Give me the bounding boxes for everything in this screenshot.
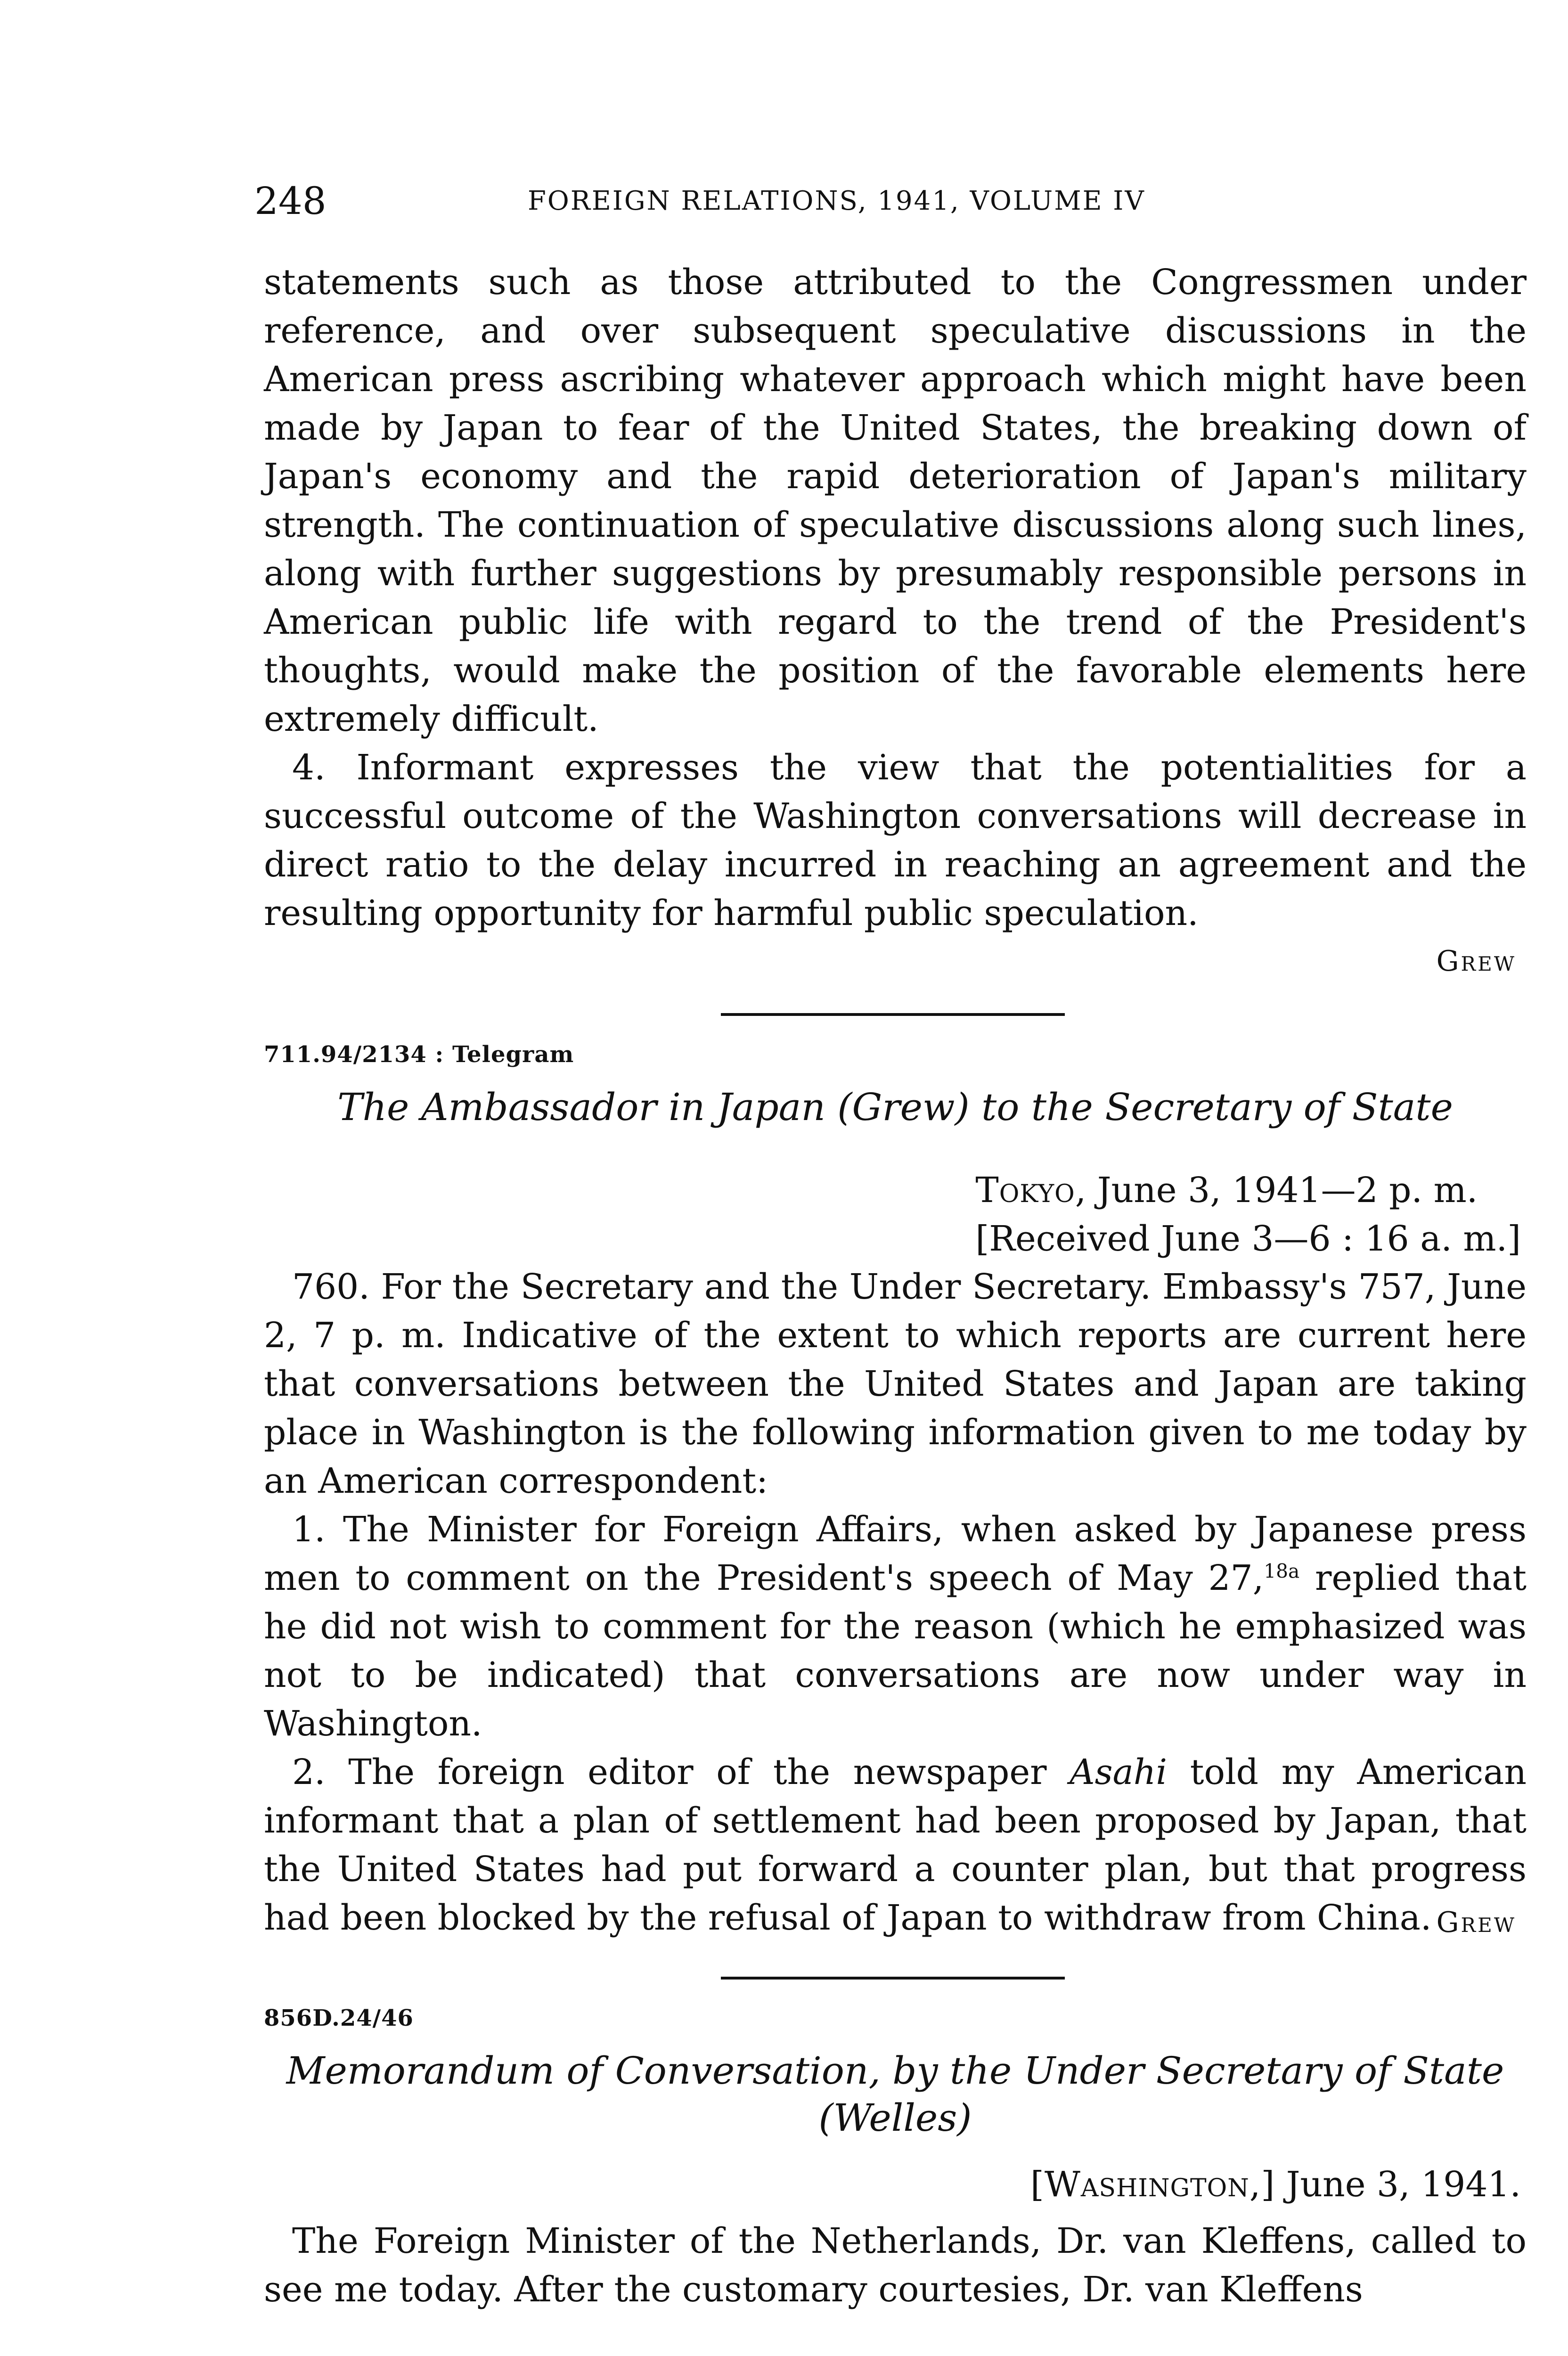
doc2-signature: Grew (1436, 1906, 1516, 1939)
doc2-title: The Ambassador in Japan (Grew) to the Secretary of State (337, 1085, 1453, 1129)
running-head (254, 179, 1527, 231)
doc2-item-1 (264, 1505, 1527, 1748)
section1-paragraph-continued: statements such as those attributed to the Congressmen under reference, and over subsequent speculative discussions in the American press ascribing whatever approach which might have been made by Japan to fear of the United States, the breaking down of Japan's economy and the rapid deterioration of Japan's military strength. The continuation of speculative discussions along such lines, along with further suggestions by presumably responsible persons in American public life with regard to the trend of the President's thoughts, would make the position of the favorable elements here extremely difficult. (264, 262, 1527, 739)
doc2-item-2-text-a: 2. The foreign editor of the newspaper (292, 1752, 1070, 1792)
footnote-reference: 18a (1264, 1560, 1300, 1583)
doc3-dateline-date: June 3, 1941. (1275, 2164, 1521, 2205)
page-number: 248 (254, 179, 327, 223)
doc3-body (264, 2217, 1527, 2314)
doc3-paragraph-1: The Foreign Minister of the Netherlands, Dr. van Kleffens, called to see me today. After the customary courtesies, Dr. van Kleffens (264, 2221, 1527, 2310)
section-divider-2 (721, 1977, 1065, 1980)
doc2-item-1-text-b: replied that he did not wish to comment for the reason (which he emphasized was not to be indicated) that conversations are now under way in Washington. (264, 1558, 1527, 1744)
doc2-item-1-text-a: 1. The Minister for Foreign Affairs, when asked by Japanese press men to comment on the President's speech of May 27, (264, 1509, 1527, 1598)
doc3-file-number: 856D.24/46 (264, 2005, 414, 2031)
doc2-dateline (975, 1166, 1521, 1263)
section-divider (721, 1013, 1065, 1016)
doc2-file-number: 711.94/2134 : Telegram (264, 1041, 574, 1068)
doc2-dateline-date: , June 3, 1941—2 p. m. (1075, 1170, 1478, 1211)
doc3-title-line-1: Memorandum of Conversation, by the Under Secretary of State (286, 2049, 1504, 2093)
doc3-dateline (1030, 2160, 1521, 2209)
doc2-body (264, 1263, 1527, 1942)
doc2-paragraph-1: 760. For the Secretary and the Under Secretary. Embassy's 757, June 2, 7 p. m. Indicative of the extent to which reports are current here that conversations between the United States and Japan are taking place in Washington is the following information given to me today by an American correspondent: (264, 1267, 1527, 1501)
newspaper-name: Asahi (1070, 1752, 1168, 1792)
doc3-title-line-2: (Welles) (818, 2096, 972, 2140)
doc2-dateline-place: Tokyo (975, 1170, 1075, 1211)
section1-signature: Grew (1436, 945, 1516, 978)
section1-body (264, 258, 1527, 938)
doc3-title (264, 2047, 1527, 2142)
running-title: FOREIGN RELATIONS, 1941, VOLUME IV (528, 186, 1145, 216)
doc3-dateline-place: [Washington,] (1030, 2164, 1275, 2205)
doc2-item-2 (264, 1748, 1527, 1942)
section1-paragraph-4: 4. Informant expresses the view that the potentialities for a successful outcome of the Washington conversations will decrease in direct ratio to the delay incurred in reaching an agreement and the resulting opportunity for harmful public speculation. (264, 747, 1527, 933)
doc2-item-2-text-b: told my American informant that a plan of settlement had been proposed by Japan, that the United States had put forward a counter plan, but that progress had been blocked by the refusal of Japan to withdraw from China. (264, 1752, 1527, 1938)
doc2-received: [Received June 3—6 : 16 a. m.] (975, 1219, 1521, 1259)
